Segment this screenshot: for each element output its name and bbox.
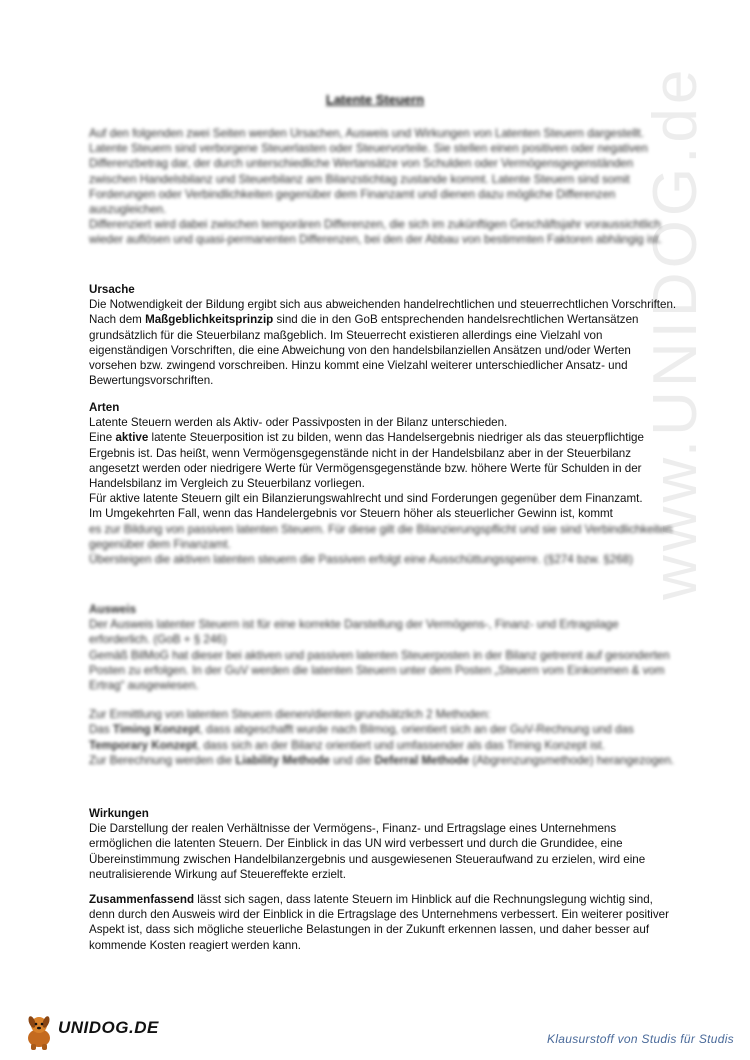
dog-icon: [22, 1012, 58, 1052]
watermark: www.UNIDOG.de: [641, 65, 710, 600]
intro-paragraph-1: Auf den folgenden zwei Seiten werden Ursachen, Ausweis und Wirkungen von Latenten Steuern dargestellt.: [89, 127, 644, 140]
ausweis-paragraph-4: Das Timing Konzept, dass abgeschafft wurde nach Bilmog, orientiert sich an der GuV-Rechnung und das Temporary Konzept, dass sich an der Bilanz orientiert und umfassender als das Timing Konzept ist.: [89, 723, 634, 752]
logo-text: UNIDOG.DE: [58, 1018, 159, 1037]
ursache-text: Die Notwendigkeit der Bildung ergibt sich aus abweichenden handelrechtlichen und steuerrechtlichen Vorschriften. Nach dem Maßgeblichkeitsprinzip sind die in den GoB entsprechenden handelsrechtlichen Wertansätzen grundsätzlich für die Steuerbilanz maßgeblich. Im Steuerrecht existieren allerdings eine Vielzahl von eigenständigen Vorschriften, die eine Abweichung von den handelsbilanziellen Ansätzen und/oder Werten vorsehen bzw. zwingend vorschreiben. Hinzu kommt eine Vielzahl weiterer unterschiedlicher Ansatz- und Bewertungsvorschriften.: [89, 298, 677, 388]
wirkungen-text: Die Darstellung der realen Verhältnisse der Vermögens-, Finanz- und Ertragslage eines Unternehmens ermöglichen die latenten Steuern. Der Einblick in das UN wird verbessert und durch die Grundidee, eine Übereinstimmung zwischen Handelbilanzergebnis und ausgewiesenen Steueraufwand zu erzielen, wird eine neutralisierende Wirkung auf Steuereffekte erzielt.: [89, 822, 646, 881]
arten-line-1: Latente Steuern werden als Aktiv- oder Passivposten in der Bilanz unterschieden.: [89, 416, 508, 430]
ausweis-paragraph-3: Zur Ermittlung von latenten Steuern dienen/dienten grundsätzlich 2 Methoden:: [89, 708, 491, 722]
massgeblichkeit-bold: Maßgeblichkeitsprinzip: [145, 313, 274, 327]
wirkungen-heading: Wirkungen: [89, 807, 149, 820]
intro-paragraph-3: Differenziert wird dabei zwischen temporären Differenzen, die sich im zukünftigen Geschäftsjahr voraussichtlich wieder auflösen und quasi-permanenten Differenzen, bei den der Abbau von bestimmten Faktoren abhängig ist.: [89, 218, 662, 247]
intro-paragraph-2: Latente Steuern sind verborgene Steuerlasten oder Steuervorteile. Sie stellen einen positiven oder negativen Differenzbetrag dar, der durch unterschiedliche Wertansätze von Schulden oder Vermögensgegenständen zwischen Handelsbilanz und Steuerbilanz am Bilanzstichtag zustande kommt. Latente Steuern sind somit Forderungen oder Verbindlichkeiten gegenüber dem Finanzamt und dienen dazu mögliche Differenzen auszugleichen.: [89, 142, 648, 217]
zusammenfassend-text: Zusammenfassend lässt sich sagen, dass latente Steuern im Hinblick auf die Rechnungslegung wichtig sind, denn durch den Ausweis wird der Einblick in die Ertragslage des Unternehmens verbessert. Ein weiterer positiver Aspekt ist, dass sich mögliche steuerliche Belastungen in der Zukunft erkennen lassen, und daher besser auf kommende Kosten reagiert werden kann.: [89, 893, 669, 952]
ursache-heading: Ursache: [89, 283, 135, 296]
document-title: Latente Steuern: [325, 92, 425, 107]
arten-heading: Arten: [89, 401, 120, 414]
ausweis-paragraph-1: Der Ausweis latenter Steuern ist für eine korrekte Darstellung der Vermögens-, Finanz- und Ertragslage erforderlich. (GoB + § 246): [89, 618, 619, 647]
unidog-logo[interactable]: [22, 1012, 162, 1052]
ausweis-section: [89, 602, 679, 768]
ausweis-heading: Ausweis: [89, 603, 137, 616]
intro-section: [89, 126, 679, 248]
footer-slogan: Klausurstoff von Studis für Studis: [547, 1032, 734, 1046]
arten-paragraph-passive: es zur Bildung von passiven latenten Steuern. Für diese gilt die Bilanzierungspflicht und sie sind Verbindlichkeiten gegenüber dem Finanzamt.: [89, 522, 673, 551]
arten-paragraph-forderungen: Für aktive latente Steuern gilt ein Bilanzierungswahlrecht und sind Forderungen gegenüber dem Finanzamt.: [89, 492, 643, 506]
wirkungen-section: [89, 806, 679, 882]
ausweis-paragraph-5: Zur Berechnung werden die Liability Methode und die Deferral Methode (Abgrenzungsmethode) herangezogen.: [89, 753, 675, 767]
ursache-section: [89, 282, 679, 388]
arten-paragraph-aktive: Eine aktive latente Steuerposition ist zu bilden, wenn das Handelsergebnis niedriger als das steuerpflichtige Ergebnis ist. Das heißt, wenn Vermögensgegenstände nicht in der Handelsbilanz aber in der Steuerbilanz angesetzt werden oder niedrigere Werte für Vermögensgegenstände bzw. höhere Werte für Schulden in der Handelsbilanz im Vergleich zu Steuerbilanz vorliegen.: [89, 431, 644, 491]
arten-section: [89, 400, 679, 567]
arten-paragraph-umgekehrt: Im Umgekehrten Fall, wenn das Handelergebnis vor Steuern höher als steuerlicher Gewinn ist, kommt: [89, 507, 613, 521]
arten-paragraph-ausschuettung: Übersteigen die aktiven latenten steuern die Passiven erfolgt eine Ausschüttungssperre. (§274 bzw. §268): [89, 553, 633, 567]
ausweis-paragraph-2: Gemäß BilMoG hat dieser bei aktiven und passiven latenten Steuerposten in der Bilanz getrennt auf gesonderten Posten zu erfolgen. In der GuV werden die latenten Steuern unter dem Posten „Steuern vom Einkommen & vom Ertrag“ ausgewiesen.: [89, 648, 670, 693]
zusammenfassend-section: [89, 892, 679, 953]
